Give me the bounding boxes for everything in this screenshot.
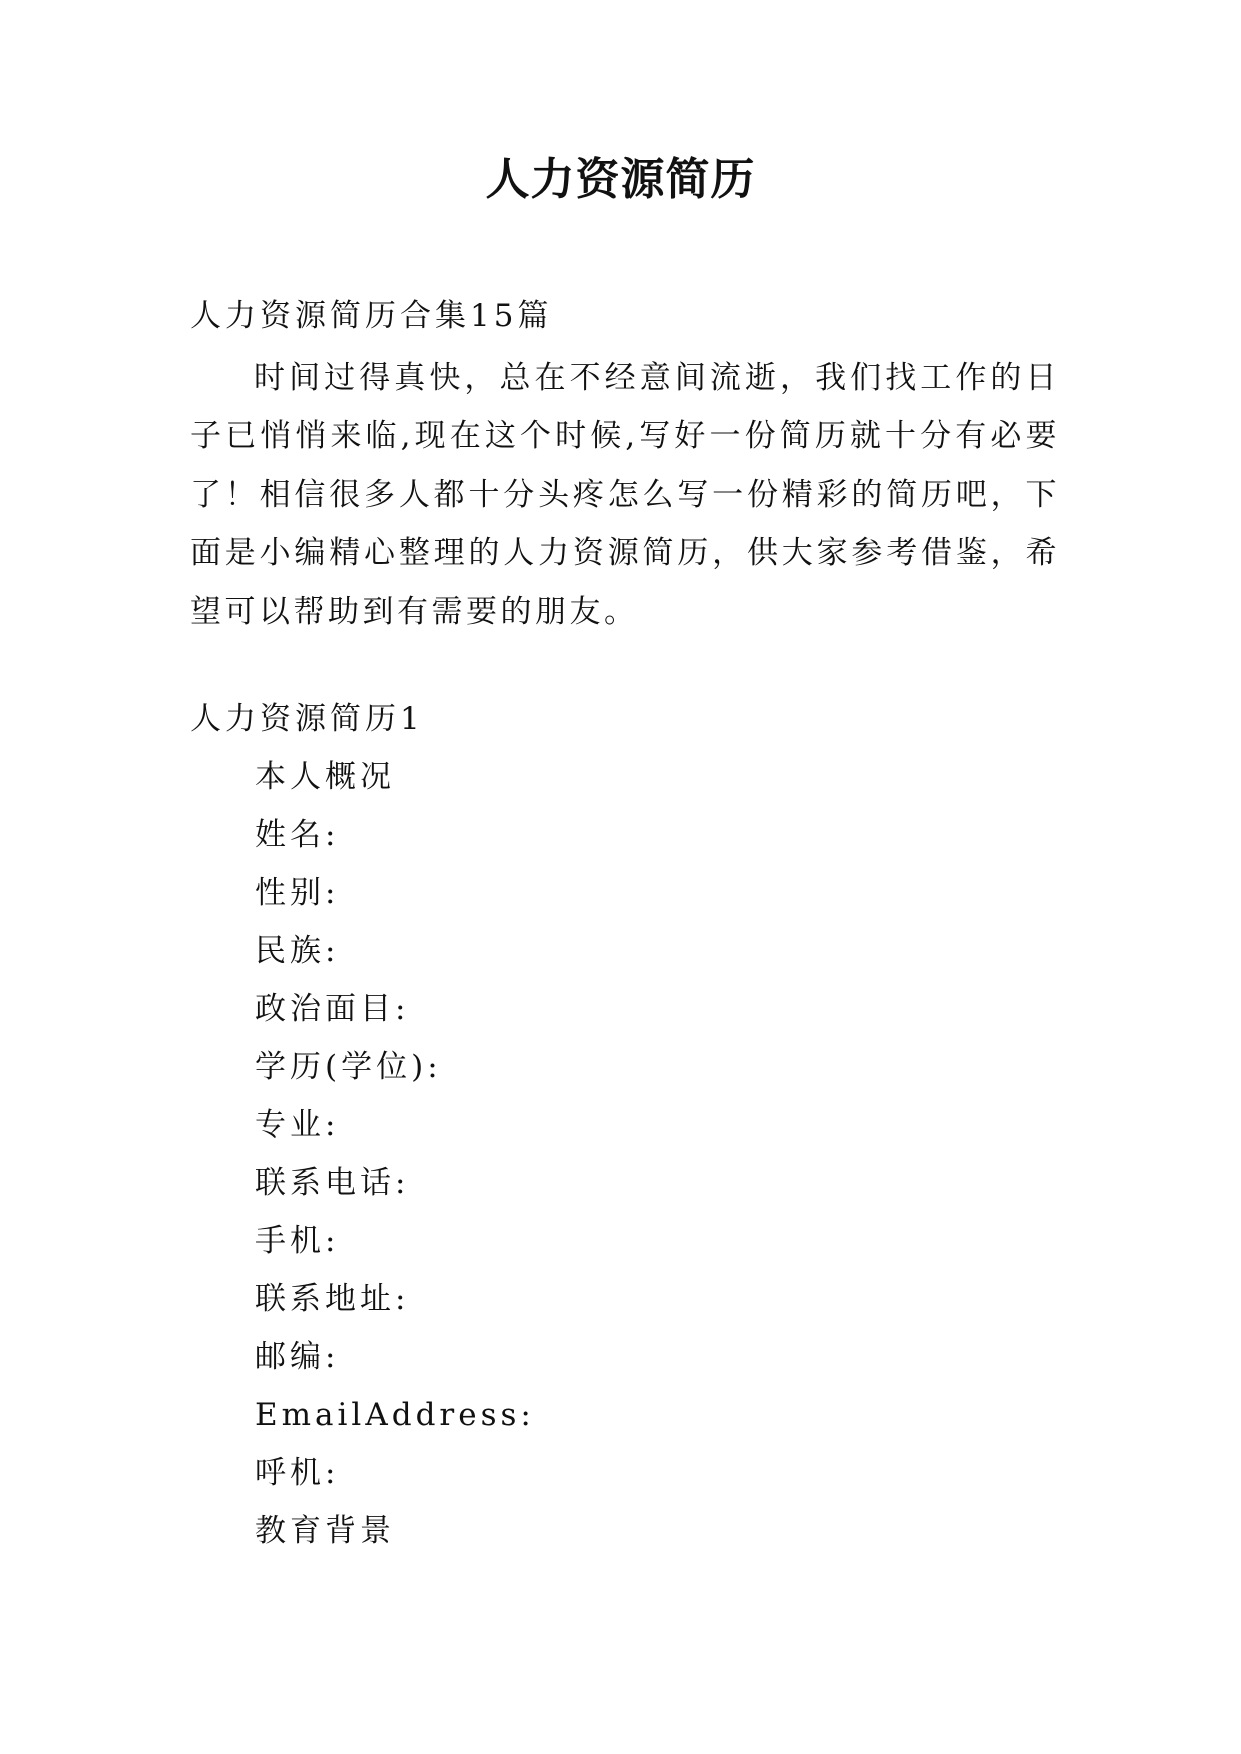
field-education-degree: 学历(学位):: [255, 1049, 442, 1085]
section-heading: 人力资源简历1: [190, 701, 424, 737]
field-major: 专业:: [255, 1107, 340, 1143]
document-title: 人力资源简历: [485, 154, 756, 205]
intro-paragraph: 时间过得真快，总在不经意间流逝，我们找工作的日子已悄悄来临,现在这个时候,写好一份简历就十分有必要了！相信很多人都十分头疼怎么写一份精彩的简历吧，下面是小编精心整理的人力资源简历，供大家参考借鉴，希望可以帮助到有需要的朋友。: [190, 360, 1060, 630]
field-pager: 呼机:: [255, 1455, 340, 1491]
field-political-status: 政治面目:: [255, 991, 410, 1027]
subsection-heading: 本人概况: [255, 759, 395, 795]
field-gender: 性别:: [255, 875, 340, 911]
field-phone: 联系电话:: [255, 1165, 410, 1201]
field-ethnicity: 民族:: [255, 933, 340, 969]
field-postcode: 邮编:: [255, 1339, 340, 1375]
field-name: 姓名:: [255, 817, 340, 853]
field-email: EmailAddress:: [255, 1397, 535, 1433]
field-address: 联系地址:: [255, 1281, 410, 1317]
field-mobile: 手机:: [255, 1223, 340, 1259]
next-section-heading: 教育背景: [255, 1513, 395, 1549]
collection-heading: 人力资源简历合集15篇: [190, 298, 553, 334]
